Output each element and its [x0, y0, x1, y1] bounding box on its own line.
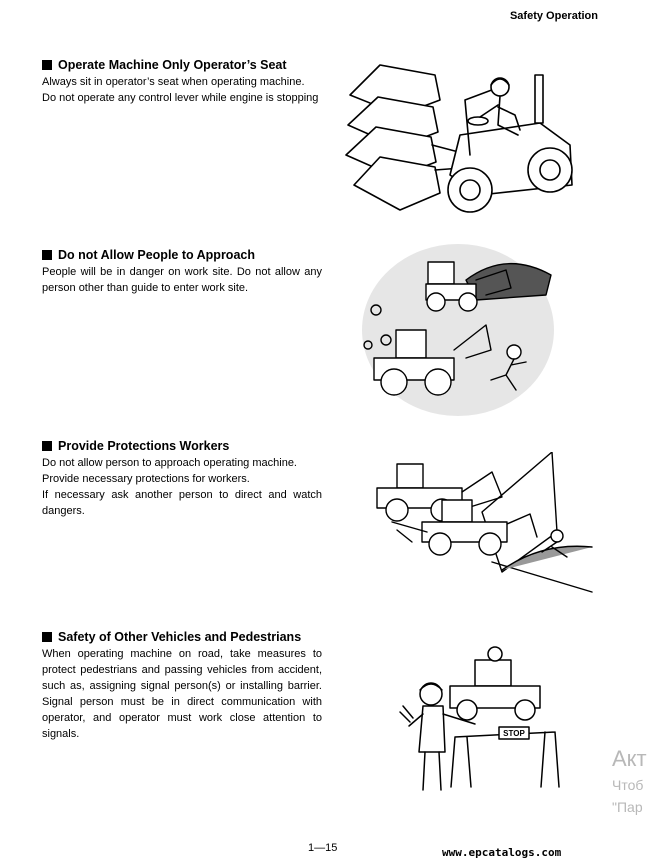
activation-line-3: "Пар — [612, 799, 643, 815]
trench-worker-illustration — [352, 452, 600, 600]
activation-line-1: Акт — [612, 746, 647, 771]
section-no-approach — [42, 248, 322, 296]
bullet-square-icon — [42, 250, 52, 260]
section-body-line: Provide necessary protections for workers. — [42, 473, 250, 485]
section-body-line: Do not allow person to approach operating machine. — [42, 457, 297, 469]
bullet-square-icon — [42, 632, 52, 642]
section-title-text: Operate Machine Only Operator’s Seat — [58, 58, 287, 72]
bullet-square-icon — [42, 441, 52, 451]
bullet-square-icon — [42, 60, 52, 70]
website-watermark: www.epcatalogs.com — [442, 846, 562, 859]
section-protect-workers — [42, 439, 322, 519]
activation-line-2: Чтоб — [612, 777, 644, 793]
section-body-line: Always sit in operator’s seat when operating machine. — [42, 76, 305, 88]
section-title — [42, 58, 322, 72]
section-title — [42, 248, 322, 262]
section-body-line: Do not operate any control lever while engine is stopping — [42, 92, 319, 104]
header-section-title: Safety Operation — [509, 10, 598, 22]
section-title — [42, 630, 322, 644]
section-title-text: Provide Protections Workers — [58, 439, 230, 453]
signal-person-illustration — [395, 642, 565, 792]
section-body-line: When operating machine on road, take measures to protect pedestrians and passing vehicles from accident, such as, assigning signal person(s) or installing barrier. Signal person must be in direct communication with operator, and operator must work close attention to signals. — [42, 648, 322, 740]
section-operator-seat — [42, 58, 322, 106]
page-number: 1—15 — [308, 842, 338, 854]
stop-sign-text: STOP — [503, 729, 525, 738]
loader-operator-illustration — [340, 55, 580, 225]
section-title-text: Safety of Other Vehicles and Pedestrians — [58, 630, 302, 644]
section-body-line: If necessary ask another person to direct and watch dangers. — [42, 489, 322, 517]
section-title-text: Do not Allow People to Approach — [58, 248, 255, 262]
section-body-line: People will be in danger on work site. Do not allow any person other than guide to enter work site. — [42, 266, 322, 294]
windows-activation-overlay — [612, 744, 647, 818]
section-vehicles-pedestrians — [42, 630, 322, 742]
work-site-danger-illustration — [356, 240, 556, 420]
section-title — [42, 439, 322, 453]
